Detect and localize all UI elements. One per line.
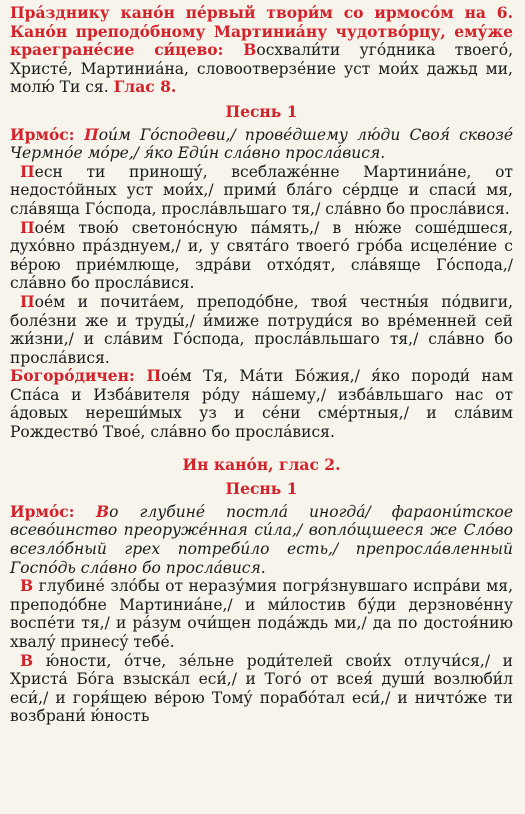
ode-1-heading-second: Песнь 1 [225, 479, 298, 499]
troparion [10, 652, 513, 726]
troparion [10, 293, 513, 367]
ode-1-heading: Песнь 1 [225, 101, 298, 121]
second-canon-heading: Ин кано́н, глас 2. [182, 454, 341, 474]
theotokion-label: Богоро́дичен: [10, 366, 147, 386]
irmos-initial: В [96, 501, 110, 521]
theotokion-text: ое́м Тя, Ма́ти Бо́жия,/ я́ко породи́ нам Спа́са и Изба́вителя ро́ду на́шему,/ изба́вльшаго нас от а́довых нереши́мых уз и се́ни сме́ртныя,/ и сла́вим Рождество́ Твое́, сла́вно бо просла́вися. [10, 367, 513, 442]
irmos-2 [10, 503, 513, 577]
irmos-text: о глубине́ постла́ иногда́/ фараони́тское всево́инство преоруже́нная си́ла,/ вопло́щшееся же Сло́во всезло́бный грех потреби́ло есть,/ препросла́вленный Госпо́дь сла́вно бо просла́вися. [10, 502, 513, 577]
section-gap [10, 442, 513, 450]
theotokion-initial: П [146, 366, 162, 386]
canon-title-block [10, 4, 513, 97]
irmos-1 [10, 126, 513, 163]
theotokion [10, 367, 513, 441]
acrostic-initial: В [243, 40, 257, 60]
troparion-initial: В [20, 576, 34, 596]
irmos-text: ои́м Го́сподеви,/ прове́дшему лю́ди Своя́ сквозе́ Чермно́е мо́ре,/ я́ко Еди́н сла́вно просла́вися. [10, 125, 513, 163]
troparion-text: ое́м твою́ светоно́сную па́мять,/ в ню́же соше́дшеся, духо́вно пра́зднуем,/ и, у свята́го твоего́ гро́ба исцеле́ние с ве́рою прие́млюще, здра́ви отхо́дят, сла́вяще Го́спода,/ сла́вно бо просла́вися. [10, 218, 513, 293]
troparion [10, 163, 513, 219]
troparion-initial: П [20, 217, 35, 237]
troparion-initial: П [20, 291, 35, 311]
troparion-text: ю́ности, о́тче, зе́льне роди́телей свои́х отлучи́ся,/ и Христа́ Бо́га взыска́л еси́,/ и Того́ от всея́ души́ возлюби́л еси́,/ и горя́щею ве́рою Тому́ порабо́тал еси́,/ и ничто́же ти возбрани́ ю́ность [10, 651, 513, 726]
troparion-initial: В [20, 650, 34, 670]
irmos-label: Ирмо́с: [10, 501, 97, 521]
acrostic-text: осхвали́ти уго́дника твоего́, Христе́, Мартиниа́на, словоотверзе́ние уст мои́х дажьд ми, молю́ Ти ся. [10, 41, 513, 97]
tone-label: Глас 8. [113, 77, 177, 97]
irmos-initial: П [84, 124, 99, 144]
troparion [10, 577, 513, 651]
troparion [10, 219, 513, 293]
canon-title: Пра́зднику кано́н пе́рвый твори́м со ирмосо́м на 6. Кано́н преподо́бному Мартиниа́ну чудотво́рцу, ему́же краегране́сие си́цево: [10, 3, 513, 60]
troparion-text: есн ти приношу́, всеблаже́нне Мартиниа́не, от недосто́йных уст мои́х,/ прими́ бла́го се́рдце и спаси́ мя, сла́вяща Го́спода, просла́вльшаго тя,/ сла́вно бо просла́вися. [10, 162, 513, 218]
troparion-text: глубине́ зло́бы от неразу́мия погря́знувшаго испра́ви мя, преподо́бне Мартиниа́не,/ и ми́лостив бу́ди дерзнове́нну воспе́ти тя,/ и ра́зум очи́щен пода́ждь ми,/ да по достоя́нию хвалу́ принесу́ тебе́. [10, 577, 513, 651]
troparion-initial: П [20, 161, 35, 181]
troparion-text: ое́м и почита́ем, преподо́бне, твоя́ честны́я по́двиги, боле́зни же и труды́,/ и́миже потруди́ся во вре́менней сей жи́зни,/ и сла́вим Го́спода, просла́вльшаго тя,/ сла́вно бо просла́вися. [10, 292, 513, 367]
irmos-label: Ирмо́с: [10, 124, 85, 144]
